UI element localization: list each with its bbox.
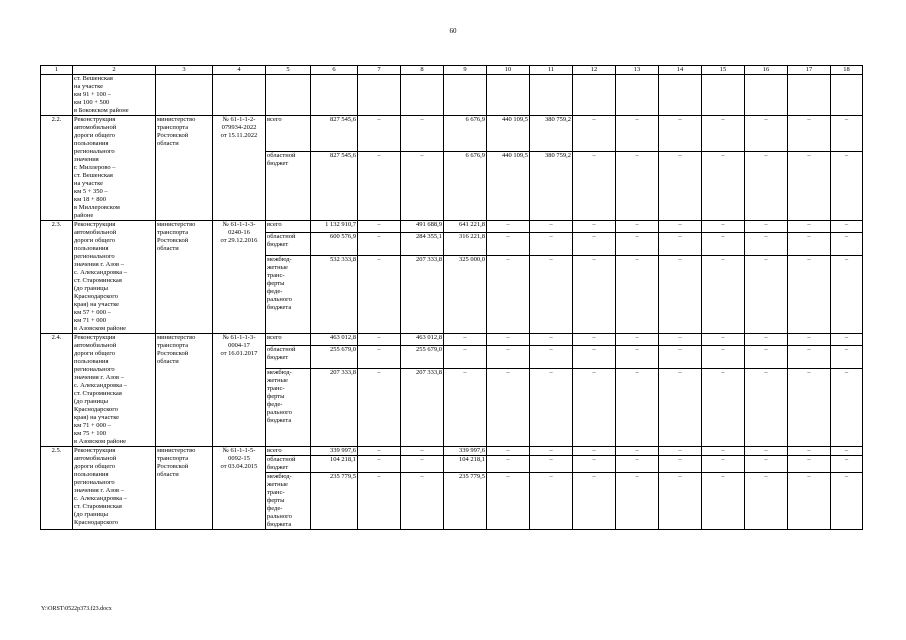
- value-cell: –: [401, 473, 444, 530]
- value-cell: 463 012,8: [311, 334, 358, 346]
- value-cell: –: [745, 116, 788, 152]
- value-cell: –: [573, 233, 616, 256]
- value-cell: –: [788, 346, 831, 369]
- value-cell: –: [530, 473, 573, 530]
- value-cell: –: [831, 346, 863, 369]
- value-cell: –: [530, 369, 573, 447]
- funding-source-cell: всего: [266, 334, 311, 346]
- value-cell: –: [573, 346, 616, 369]
- value-cell: –: [702, 256, 745, 334]
- value-cell: –: [573, 221, 616, 233]
- empty-cell: [311, 75, 358, 116]
- value-cell: –: [745, 447, 788, 456]
- value-cell: –: [831, 369, 863, 447]
- column-number-header: 6: [311, 66, 358, 75]
- organization-cell: министерство транспорта Ростовской области: [156, 221, 213, 334]
- value-cell: –: [358, 233, 401, 256]
- item-number-cell: 2.3.: [41, 221, 73, 334]
- value-cell: –: [358, 447, 401, 456]
- value-cell: 207 333,8: [311, 369, 358, 447]
- value-cell: –: [788, 116, 831, 152]
- value-cell: –: [659, 447, 702, 456]
- empty-cell: [444, 75, 487, 116]
- funding-source-cell: областной бюджет: [266, 346, 311, 369]
- item-number-cell: 2.4.: [41, 334, 73, 447]
- value-cell: –: [573, 152, 616, 221]
- value-cell: –: [745, 152, 788, 221]
- value-cell: –: [616, 369, 659, 447]
- value-cell: –: [745, 346, 788, 369]
- value-cell: 339 997,6: [311, 447, 358, 456]
- value-cell: 339 997,6: [444, 447, 487, 456]
- document-cell: № 61-1-1-2- 079934-2022 от 15.11.2022: [213, 116, 266, 221]
- value-cell: –: [401, 152, 444, 221]
- empty-cell: [487, 75, 530, 116]
- funding-source-cell: межбюд- жетные транс- ферты феде- рального бюджета: [266, 369, 311, 447]
- value-cell: 207 333,8: [401, 369, 444, 447]
- table-row: [41, 447, 863, 456]
- value-cell: 532 333,8: [311, 256, 358, 334]
- value-cell: –: [831, 456, 863, 473]
- value-cell: –: [358, 334, 401, 346]
- value-cell: –: [487, 221, 530, 233]
- value-cell: –: [358, 473, 401, 530]
- empty-cell: [213, 75, 266, 116]
- value-cell: –: [616, 221, 659, 233]
- value-cell: –: [659, 456, 702, 473]
- table-row: [41, 334, 863, 346]
- value-cell: –: [573, 256, 616, 334]
- empty-cell: [659, 75, 702, 116]
- value-cell: 641 221,8: [444, 221, 487, 233]
- value-cell: –: [659, 346, 702, 369]
- value-cell: –: [616, 447, 659, 456]
- value-cell: –: [616, 473, 659, 530]
- value-cell: –: [401, 447, 444, 456]
- empty-cell: [788, 75, 831, 116]
- value-cell: 104 218,1: [311, 456, 358, 473]
- value-cell: –: [745, 221, 788, 233]
- value-cell: –: [530, 456, 573, 473]
- column-number-header: 13: [616, 66, 659, 75]
- value-cell: 6 676,9: [444, 116, 487, 152]
- value-cell: –: [573, 369, 616, 447]
- value-cell: –: [831, 256, 863, 334]
- value-cell: 284 355,1: [401, 233, 444, 256]
- value-cell: 325 000,0: [444, 256, 487, 334]
- column-number-header: 18: [831, 66, 863, 75]
- value-cell: 827 545,6: [311, 152, 358, 221]
- funding-source-cell: всего: [266, 116, 311, 152]
- column-number-header: 14: [659, 66, 702, 75]
- value-cell: –: [444, 334, 487, 346]
- value-cell: –: [616, 256, 659, 334]
- empty-cell: [745, 75, 788, 116]
- value-cell: 104 218,1: [444, 456, 487, 473]
- value-cell: –: [616, 346, 659, 369]
- value-cell: –: [444, 346, 487, 369]
- column-number-header: 17: [788, 66, 831, 75]
- value-cell: 235 779,5: [444, 473, 487, 530]
- value-cell: 440 109,5: [487, 116, 530, 152]
- value-cell: –: [487, 233, 530, 256]
- item-number-cell: 2.5.: [41, 447, 73, 530]
- value-cell: –: [530, 233, 573, 256]
- object-name-cell: Реконструкция автомобильной дороги общего пользования регионального значения г. Азов – с. Александровка – ст. Староминская (до границы Краснодарского края) на участке км 57 + 000 – км 71 + 000 в Азовском районе: [73, 221, 156, 334]
- empty-cell: [616, 75, 659, 116]
- value-cell: –: [745, 456, 788, 473]
- header-row: [41, 66, 863, 75]
- value-cell: –: [659, 233, 702, 256]
- column-number-header: 3: [156, 66, 213, 75]
- value-cell: –: [788, 233, 831, 256]
- value-cell: 491 688,9: [401, 221, 444, 233]
- value-cell: –: [573, 116, 616, 152]
- value-cell: 600 576,9: [311, 233, 358, 256]
- value-cell: –: [487, 256, 530, 334]
- value-cell: –: [616, 456, 659, 473]
- data-table: [40, 65, 863, 530]
- column-number-header: 9: [444, 66, 487, 75]
- value-cell: –: [745, 369, 788, 447]
- value-cell: –: [487, 369, 530, 447]
- value-cell: –: [788, 221, 831, 233]
- value-cell: –: [358, 346, 401, 369]
- value-cell: –: [831, 233, 863, 256]
- funding-source-cell: областной бюджет: [266, 152, 311, 221]
- value-cell: –: [788, 152, 831, 221]
- value-cell: 463 012,8: [401, 334, 444, 346]
- empty-cell: [401, 75, 444, 116]
- value-cell: 316 221,8: [444, 233, 487, 256]
- value-cell: –: [487, 334, 530, 346]
- value-cell: –: [788, 447, 831, 456]
- value-cell: –: [573, 334, 616, 346]
- value-cell: –: [831, 221, 863, 233]
- value-cell: –: [659, 334, 702, 346]
- column-number-header: 12: [573, 66, 616, 75]
- value-cell: –: [745, 473, 788, 530]
- value-cell: 6 676,9: [444, 152, 487, 221]
- value-cell: –: [702, 447, 745, 456]
- value-cell: –: [831, 116, 863, 152]
- value-cell: –: [702, 116, 745, 152]
- value-cell: –: [659, 369, 702, 447]
- organization-cell: министерство транспорта Ростовской области: [156, 334, 213, 447]
- table-row: [41, 75, 863, 116]
- value-cell: 380 759,2: [530, 116, 573, 152]
- value-cell: 827 545,6: [311, 116, 358, 152]
- value-cell: –: [831, 152, 863, 221]
- value-cell: –: [702, 334, 745, 346]
- item-number-cell: 2.2.: [41, 116, 73, 221]
- column-number-header: 5: [266, 66, 311, 75]
- value-cell: –: [358, 152, 401, 221]
- value-cell: –: [745, 233, 788, 256]
- column-number-header: 16: [745, 66, 788, 75]
- table-row: [41, 221, 863, 233]
- column-number-header: 11: [530, 66, 573, 75]
- value-cell: –: [530, 256, 573, 334]
- value-cell: –: [788, 256, 831, 334]
- empty-cell: [573, 75, 616, 116]
- column-number-header: 7: [358, 66, 401, 75]
- table-row: [41, 116, 863, 152]
- empty-cell: [831, 75, 863, 116]
- column-number-header: 1: [41, 66, 73, 75]
- column-number-header: 10: [487, 66, 530, 75]
- document-cell: № 61-1-1-3- 0004-17 от 16.01.2017: [213, 334, 266, 447]
- value-cell: 380 759,2: [530, 152, 573, 221]
- empty-cell: [358, 75, 401, 116]
- object-name-cell: Реконструкция автомобильной дороги общего пользования регионального значения г. Азов – с. Александровка – ст. Староминская (до границы Краснодарского: [73, 447, 156, 530]
- value-cell: –: [616, 334, 659, 346]
- column-number-header: 4: [213, 66, 266, 75]
- object-name-cell: Реконструкция автомобильной дороги общего пользования регионального значения г. Миллерово – ст. Вешенская на участке км 5 + 350 – км 18 + 800 в Миллеровском районе: [73, 116, 156, 221]
- funding-source-cell: всего: [266, 447, 311, 456]
- value-cell: –: [487, 346, 530, 369]
- value-cell: –: [530, 346, 573, 369]
- value-cell: –: [358, 456, 401, 473]
- column-number-header: 15: [702, 66, 745, 75]
- value-cell: –: [659, 256, 702, 334]
- organization-cell: министерство транспорта Ростовской области: [156, 116, 213, 221]
- object-name-cell: Реконструкция автомобильной дороги общего пользования регионального значения г. Азов – с. Александровка – ст. Староминская (до границы Краснодарского края) на участке км 71 + 000 – км 75 + 100 в Азовском районе: [73, 334, 156, 447]
- value-cell: –: [487, 447, 530, 456]
- value-cell: –: [788, 456, 831, 473]
- value-cell: –: [573, 473, 616, 530]
- empty-cell: [266, 75, 311, 116]
- document-cell: № 61-1-1-5- 0092-15 от 03.04.2015: [213, 447, 266, 530]
- value-cell: 207 333,8: [401, 256, 444, 334]
- value-cell: –: [358, 256, 401, 334]
- document-cell: № 61-1-1-3- 0240-16 от 29.12.2016: [213, 221, 266, 334]
- funding-source-cell: всего: [266, 221, 311, 233]
- value-cell: –: [573, 447, 616, 456]
- funding-source-cell: областной бюджет: [266, 233, 311, 256]
- value-cell: –: [831, 334, 863, 346]
- value-cell: –: [659, 116, 702, 152]
- page-number: 60: [449, 27, 457, 35]
- value-cell: –: [573, 456, 616, 473]
- value-cell: –: [401, 116, 444, 152]
- value-cell: –: [358, 369, 401, 447]
- value-cell: –: [530, 221, 573, 233]
- value-cell: –: [702, 221, 745, 233]
- funding-source-cell: областной бюджет: [266, 456, 311, 473]
- value-cell: –: [831, 447, 863, 456]
- value-cell: –: [530, 447, 573, 456]
- value-cell: 235 779,5: [311, 473, 358, 530]
- value-cell: 255 679,0: [401, 346, 444, 369]
- value-cell: –: [702, 346, 745, 369]
- empty-cell: [156, 75, 213, 116]
- value-cell: 255 679,0: [311, 346, 358, 369]
- value-cell: –: [401, 456, 444, 473]
- value-cell: –: [487, 473, 530, 530]
- value-cell: –: [788, 473, 831, 530]
- empty-cell: [41, 75, 73, 116]
- empty-cell: [702, 75, 745, 116]
- value-cell: –: [745, 334, 788, 346]
- value-cell: 440 109,5: [487, 152, 530, 221]
- value-cell: –: [444, 369, 487, 447]
- footer-file-path: Y:\ORST\0522p373.f23.docx: [41, 606, 112, 612]
- organization-cell: министерство транспорта Ростовской области: [156, 447, 213, 530]
- value-cell: –: [659, 152, 702, 221]
- value-cell: 1 132 910,7: [311, 221, 358, 233]
- value-cell: –: [659, 473, 702, 530]
- value-cell: –: [788, 369, 831, 447]
- value-cell: –: [616, 116, 659, 152]
- value-cell: –: [745, 256, 788, 334]
- empty-cell: [530, 75, 573, 116]
- funding-source-cell: межбюд- жетные транс- ферты феде- рального бюджета: [266, 473, 311, 530]
- value-cell: –: [616, 233, 659, 256]
- funding-source-cell: межбюд- жетные транс- ферты феде- рального бюджета: [266, 256, 311, 334]
- value-cell: –: [616, 152, 659, 221]
- value-cell: –: [530, 334, 573, 346]
- value-cell: –: [358, 221, 401, 233]
- value-cell: –: [659, 221, 702, 233]
- column-number-header: 2: [73, 66, 156, 75]
- value-cell: –: [702, 233, 745, 256]
- value-cell: –: [702, 369, 745, 447]
- value-cell: –: [702, 456, 745, 473]
- value-cell: –: [702, 473, 745, 530]
- column-number-header: 8: [401, 66, 444, 75]
- value-cell: –: [831, 473, 863, 530]
- value-cell: –: [788, 334, 831, 346]
- object-name-cell: ст. Вешенская на участке км 91 + 100 – км 100 + 500 в Боковском районе: [73, 75, 156, 116]
- value-cell: –: [358, 116, 401, 152]
- value-cell: –: [487, 456, 530, 473]
- value-cell: –: [702, 152, 745, 221]
